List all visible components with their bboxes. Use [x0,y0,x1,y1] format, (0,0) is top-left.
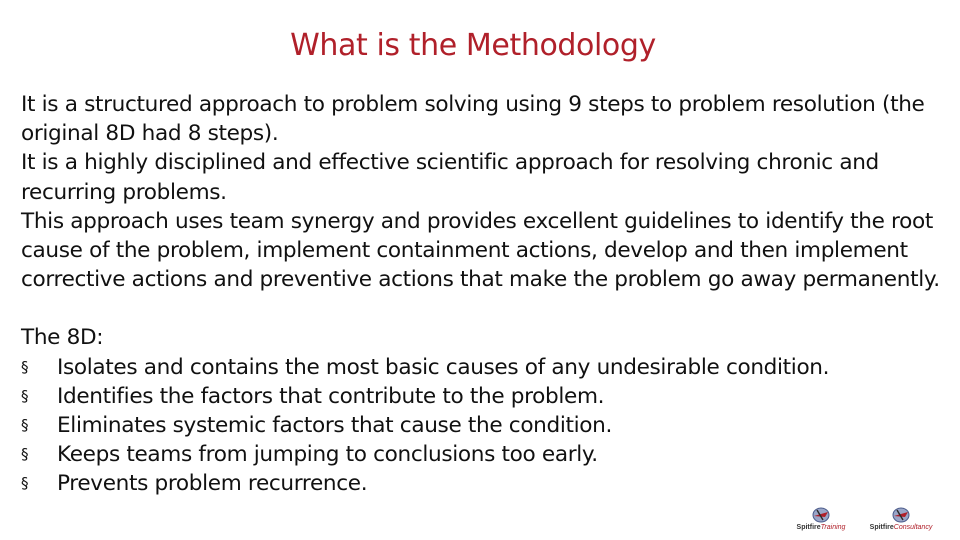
bullet-text: Eliminates systemic factors that cause the condition. [57,413,613,439]
spitfire-emblem-icon [810,506,832,524]
logo-brand: Spitfire [796,524,821,531]
list-item [21,469,941,498]
spitfire-training-logo [786,506,856,538]
bullet-text: Isolates and contains the most basic causes of any undesirable condition. [57,354,830,380]
spitfire-emblem-icon [890,506,912,524]
bullet-text: Keeps teams from jumping to conclusions too early. [57,442,598,468]
bullet-icon: § [21,386,29,405]
list-intro: The 8D: [21,325,104,351]
bullet-text: Prevents problem recurrence. [57,471,368,497]
bullet-icon: § [21,357,29,376]
bullet-text: Identifies the factors that contribute to the problem. [57,383,605,409]
list-item [21,411,941,440]
paragraph-spacer [21,294,941,323]
paragraph-team-synergy: This approach uses team synergy and provides excellent guidelines to identify the root cause of the problem, implement containment actions, develop and then implement corrective actions and preventive actions that make the problem go away permanently. [21,208,940,293]
list-item [21,353,941,382]
logo-brand: Spitfire [869,524,894,531]
logo-suffix: Consultancy [893,524,933,531]
logo-suffix: Training [820,524,846,531]
bullet-icon: § [21,445,29,464]
slide-body [21,90,941,499]
bullet-icon: § [21,416,29,435]
list-item [21,382,941,411]
footer-logos [786,506,946,538]
paragraph-disciplined-approach: It is a highly disciplined and effective scientific approach for resolving chronic and recurring problems. [21,150,879,205]
list-item [21,440,941,469]
bullet-icon: § [21,474,29,493]
slide-title: What is the Methodology [290,28,656,63]
spitfire-consultancy-logo [866,506,936,538]
bullet-list [21,353,941,499]
paragraph-structured-approach: It is a structured approach to problem solving using 9 steps to problem resolution (the original 8D had 8 steps). [21,92,925,147]
